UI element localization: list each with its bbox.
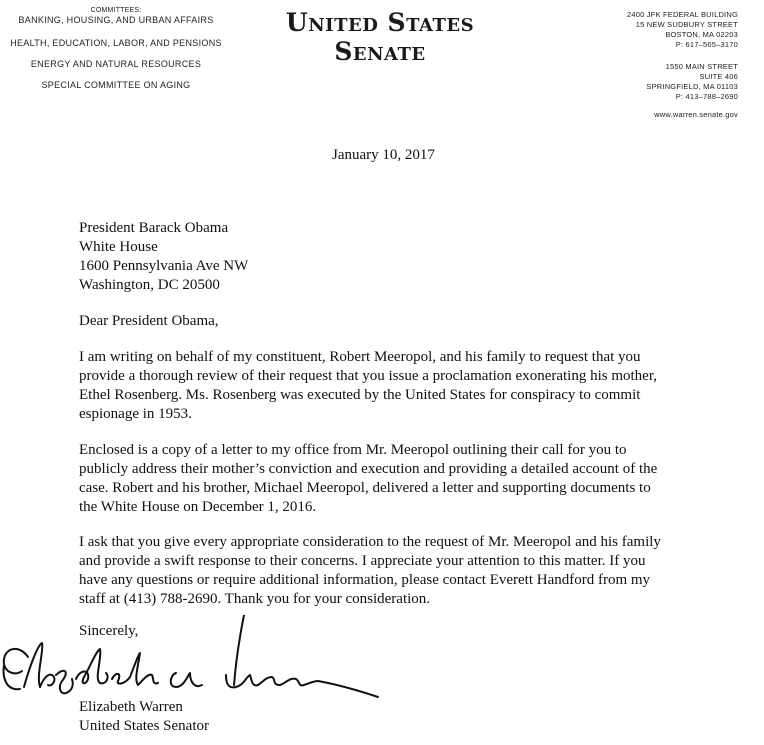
address-line: 1550 MAIN STREET [665,62,738,71]
committee-item: BANKING, HOUSING, AND URBAN AFFAIRS [18,15,214,25]
address-spacer [578,50,738,62]
paragraph-line: have any questions or require additional information, please contact Everett Handford from my [79,572,651,588]
address-line: P: 617–565–3170 [675,40,738,49]
committee-item: ENERGY AND NATURAL RESOURCES [30,59,202,69]
committees-block [0,6,232,101]
signer-name: Elizabeth Warren [79,699,183,715]
address-line: BOSTON, MA 02203 [665,30,738,39]
paragraph-line: I ask that you give every appropriate consideration to the request of Mr. Meeropol and his family [79,534,661,550]
letterhead-title: United States Senate [285,8,475,66]
paragraph-line: the White House on December 1, 2016. [79,499,317,515]
closing: Sincerely, [79,623,139,639]
paragraph-line: staff at (413) 788-2690. Thank you for your consideration. [79,591,431,607]
signature-stroke [76,649,108,683]
paragraph-line: case. Robert and his brother, Michael Meeropol, delivered a letter and supporting documents to [79,480,651,496]
signer-title: United States Senator [79,718,209,734]
signature-stroke [171,673,202,687]
body-paragraph-3 [79,533,719,609]
letter-date: January 10, 2017 [332,147,435,163]
signature-stroke [56,671,73,694]
salutation: Dear President Obama, [79,313,219,329]
committee-item: SPECIAL COMMITTEE ON AGING [41,80,191,90]
signature-stroke [112,653,158,685]
recipient-line: White House [79,239,158,255]
office-addresses [578,10,738,120]
handwritten-signature [0,615,400,705]
signature-stroke [318,681,378,697]
website-link[interactable]: www.warren.senate.gov [654,110,738,119]
signature-stroke [226,675,318,687]
recipient-line: President Barack Obama [79,220,229,236]
paragraph-line: I am writing on behalf of my constituent, Robert Meeropol, and his family to request that you [79,349,641,365]
body-paragraph-1 [79,348,719,424]
recipient-line: Washington, DC 20500 [79,277,220,293]
recipient-line: 1600 Pennsylvania Ave NW [79,258,249,274]
address-line: SUITE 406 [699,72,738,81]
address-line: P: 413–788–2690 [675,92,738,101]
paragraph-line: and provide a swift response to their concerns. I appreciate your attention to this matter. If you [79,553,646,569]
address-line: 15 NEW SUDBURY STREET [635,20,738,29]
body-paragraph-2 [79,441,719,517]
paragraph-line: espionage in 1953. [79,406,192,422]
paragraph-line: Enclosed is a copy of a letter to my office from Mr. Meeropol outlining their call for you to [79,442,627,458]
signature-stroke [234,615,244,685]
recipient-block [79,219,248,295]
paragraph-line: Ethel Rosenberg. Ms. Rosenberg was executed by the United States for conspiracy to commit [79,387,641,403]
address-line: SPRINGFIELD, MA 01103 [646,82,738,91]
committee-item: HEALTH, EDUCATION, LABOR, AND PENSIONS [10,38,222,48]
paragraph-line: publicly address their mother’s conviction and execution and providing a detailed account of the [79,461,658,477]
address-line: 2400 JFK FEDERAL BUILDING [626,10,738,19]
paragraph-line: provide a thorough review of their request that you issue a proclamation exonerating his mother, [79,368,657,384]
signature-stroke [24,643,54,687]
committees-header: COMMITTEES: [90,7,142,14]
